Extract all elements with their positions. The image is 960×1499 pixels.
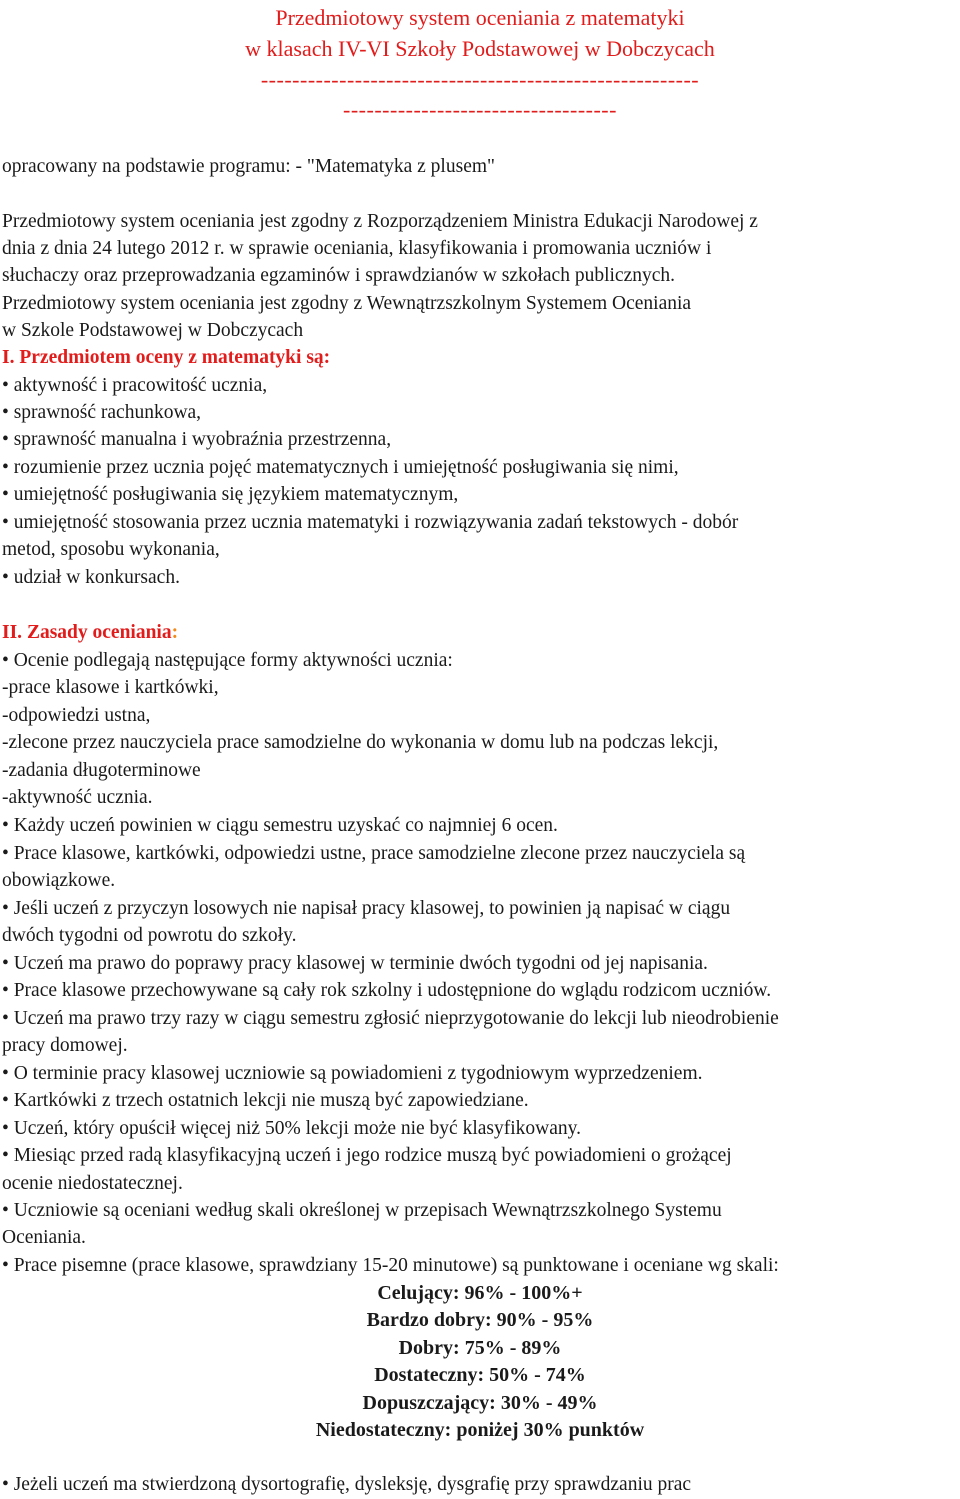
rule-line: • Uczeń ma prawo do poprawy pracy klasowej w terminie dwóch tygodni od jej napisania.: [2, 950, 708, 977]
grade-scale-item: Bardzo dobry: 90% - 95%: [366, 1309, 594, 1331]
grade-scale-item: Dopuszczający: 30% - 49%: [362, 1392, 598, 1414]
assessment-item: • umiejętność stosowania przez ucznia matematyki i rozwiązywania zadań tekstowych - dobór: [2, 509, 738, 536]
assessment-item: • sprawność manualna i wyobraźnia przestrzenna,: [2, 426, 391, 453]
section-2-colon: :: [171, 622, 179, 643]
rule-line: dwóch tygodni od powrotu do szkoły.: [2, 925, 297, 946]
intro-paragraph-1-line-1: Przedmiotowy system oceniania jest zgodny z Rozporządzeniem Ministra Edukacji Narodowej z: [2, 211, 758, 232]
intro-paragraph-1-line-2: dnia z dnia 24 lutego 2012 r. w sprawie oceniania, klasyfikowania i promowania uczniów i: [2, 238, 712, 259]
intro-paragraph-2-line-2: w Szkole Podstawowej w Dobczycach: [2, 320, 304, 341]
rule-line: obowiązkowe.: [2, 870, 116, 891]
rule-line: • Uczniowie są oceniani według skali określonej w przepisach Wewnątrzszkolnego Systemu: [2, 1197, 722, 1224]
rule-line: • Uczeń, który opuścił więcej niż 50% lekcji może nie być klasyfikowany.: [2, 1115, 581, 1142]
section-1-heading: [2, 344, 330, 371]
assessment-item: • aktywność i pracowitość ucznia,: [2, 372, 267, 399]
assessment-item-continuation: metod, sposobu wykonania,: [2, 539, 220, 560]
rule-line: • Prace klasowe przechowywane są cały rok szkolny i udostępnione do wglądu rodzicom uczniów.: [2, 977, 771, 1004]
doc-title-line-1: Przedmiotowy system oceniania z matematyki: [275, 5, 685, 30]
rule-line: • Prace pisemne (prace klasowe, sprawdziany 15-20 minutowe) są punktowane i oceniane wg skali:: [2, 1252, 779, 1279]
section-2-title: Zasady oceniania: [26, 622, 172, 643]
rule-line: • Uczeń ma prawo trzy razy w ciągu semestru zgłosić nieprzygotowanie do lekcji lub nieodrobienie: [2, 1005, 779, 1032]
rule-line: pracy domowej.: [2, 1035, 128, 1056]
rule-line: ocenie niedostatecznej.: [2, 1173, 183, 1194]
rule-line: • Jeśli uczeń z przyczyn losowych nie napisał pracy klasowej, to powinien ją napisać w ciągu: [2, 895, 730, 922]
rule-line: -zadania długoterminowe: [2, 760, 201, 781]
doc-title-line-2: w klasach IV-VI Szkoły Podstawowej w Dobczycach: [245, 36, 715, 61]
assessment-item: • rozumienie przez ucznia pojęć matematycznych i umiejętność posługiwania się nimi,: [2, 454, 679, 481]
section-1-number: I.: [2, 347, 15, 368]
intro-paragraph-2-line-1: Przedmiotowy system oceniania jest zgodny z Wewnątrzszkolnym Systemem Oceniania: [2, 293, 692, 314]
program-note: opracowany na podstawie programu: - "Matematyka z plusem": [2, 156, 495, 177]
section-1-title: Przedmiotem oceny z matematyki są:: [19, 347, 331, 368]
title-dash-rule-1: --------------------------------------------------------: [260, 67, 700, 92]
rule-line: Oceniania.: [2, 1227, 86, 1248]
grade-scale-item: Dobry: 75% - 89%: [398, 1337, 562, 1359]
intro-paragraph-1-line-3: słuchaczy oraz przeprowadzania egzaminów i sprawdzianów w szkołach publicznych.: [2, 265, 676, 286]
assessment-item: • umiejętność posługiwania się językiem matematycznym,: [2, 481, 458, 508]
dyslexia-note: • Jeżeli uczeń ma stwierdzoną dysortografię, dysleksję, dysgrafię przy sprawdzaniu prac: [2, 1471, 691, 1498]
rule-line: • Miesiąc przed radą klasyfikacyjną uczeń i jego rodzice muszą być powiadomieni o grożącej: [2, 1142, 732, 1169]
title-dash-rule-2: -----------------------------------: [343, 97, 617, 122]
rule-line: -zlecone przez nauczyciela prace samodzielne do wykonania w domu lub na podczas lekcji,: [2, 732, 719, 753]
rule-line: -prace klasowe i kartkówki,: [2, 677, 219, 698]
rule-line: -odpowiedzi ustna,: [2, 705, 151, 726]
section-2-number: II.: [2, 622, 23, 643]
section-2-heading: [2, 619, 178, 646]
rule-line: • Kartkówki z trzech ostatnich lekcji nie muszą być zapowiedziane.: [2, 1087, 529, 1114]
grade-scale-item: Celujący: 96% - 100%+: [377, 1282, 583, 1304]
assessment-item: • sprawność rachunkowa,: [2, 399, 201, 426]
rule-line: -aktywność ucznia.: [2, 787, 153, 808]
rule-line: • Każdy uczeń powinien w ciągu semestru uzyskać co najmniej 6 ocen.: [2, 812, 558, 839]
rule-line: • Prace klasowe, kartkówki, odpowiedzi ustne, prace samodzielne zlecone przez nauczyciela są: [2, 840, 745, 867]
assessment-item: • udział w konkursach.: [2, 564, 180, 591]
rule-line: • Ocenie podlegają następujące formy aktywności ucznia:: [2, 647, 453, 674]
grade-scale-item: Niedostateczny: poniżej 30% punktów: [315, 1419, 645, 1441]
rule-line: • O terminie pracy klasowej uczniowie są powiadomieni z tygodniowym wyprzedzeniem.: [2, 1060, 703, 1087]
grade-scale-item: Dostateczny: 50% - 74%: [374, 1364, 586, 1386]
